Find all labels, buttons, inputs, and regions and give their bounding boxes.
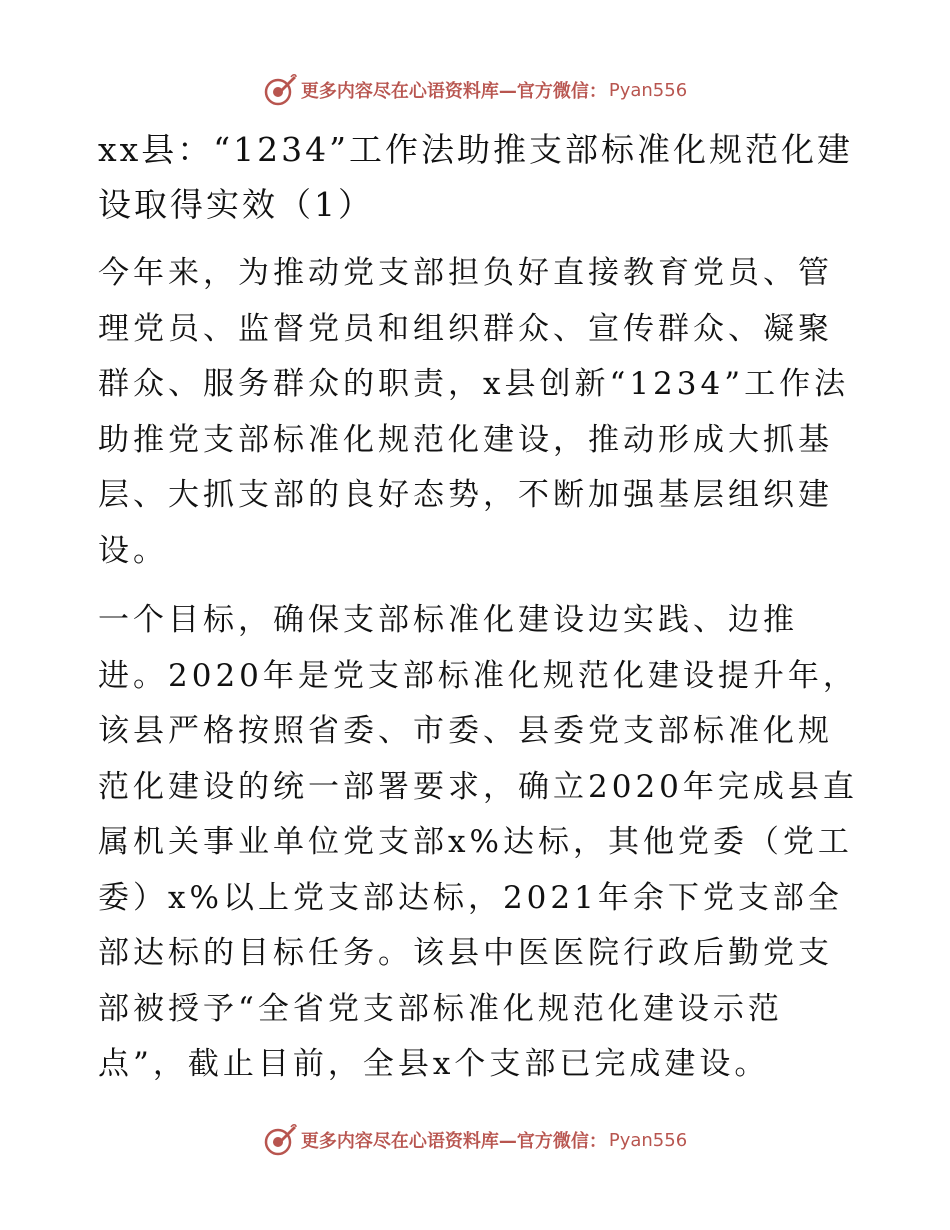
paragraph-2: 一个目标，确保支部标准化建设边实践、边推进。2020年是党支部标准化规范化建设提升年，该县严格按照省委、市委、县委党支部标准化规范化建设的统一部署要求，确立2020年完成县直属机关事业单位党支部x%达标，其他党委（党工委）x%以上党支部达标，2021年余下党支部全部达标的目标任务。该县中医医院行政后勤党支部被授予“全省党支部标准化规范化建设示范点”，截止目前，全县x个支部已完成建设。	[98, 602, 858, 1082]
document-title: xx县：“1234”工作法助推支部标准化规范化建设取得实效（1）	[98, 130, 853, 224]
watermark-text: 更多内容尽在心语资料库—官方微信：	[300, 81, 607, 102]
document-body	[98, 122, 858, 1107]
footer-watermark	[0, 1120, 950, 1160]
watermark-account: Pyan556	[608, 79, 688, 101]
quill-ink-logo-icon	[263, 1123, 297, 1157]
watermark-account: Pyan556	[608, 1129, 688, 1151]
paragraph-1: 今年来，为推动党支部担负好直接教育党员、管理党员、监督党员和组织群众、宣传群众、凝聚群众、服务群众的职责，x县创新“1234”工作法助推党支部标准化规范化建设，推动形成大抓基层、大抓支部的良好态势，不断加强基层组织建设。	[98, 255, 850, 569]
watermark-text: 更多内容尽在心语资料库—官方微信：	[300, 1131, 607, 1152]
quill-ink-logo-icon	[263, 73, 297, 107]
header-watermark	[0, 70, 950, 110]
